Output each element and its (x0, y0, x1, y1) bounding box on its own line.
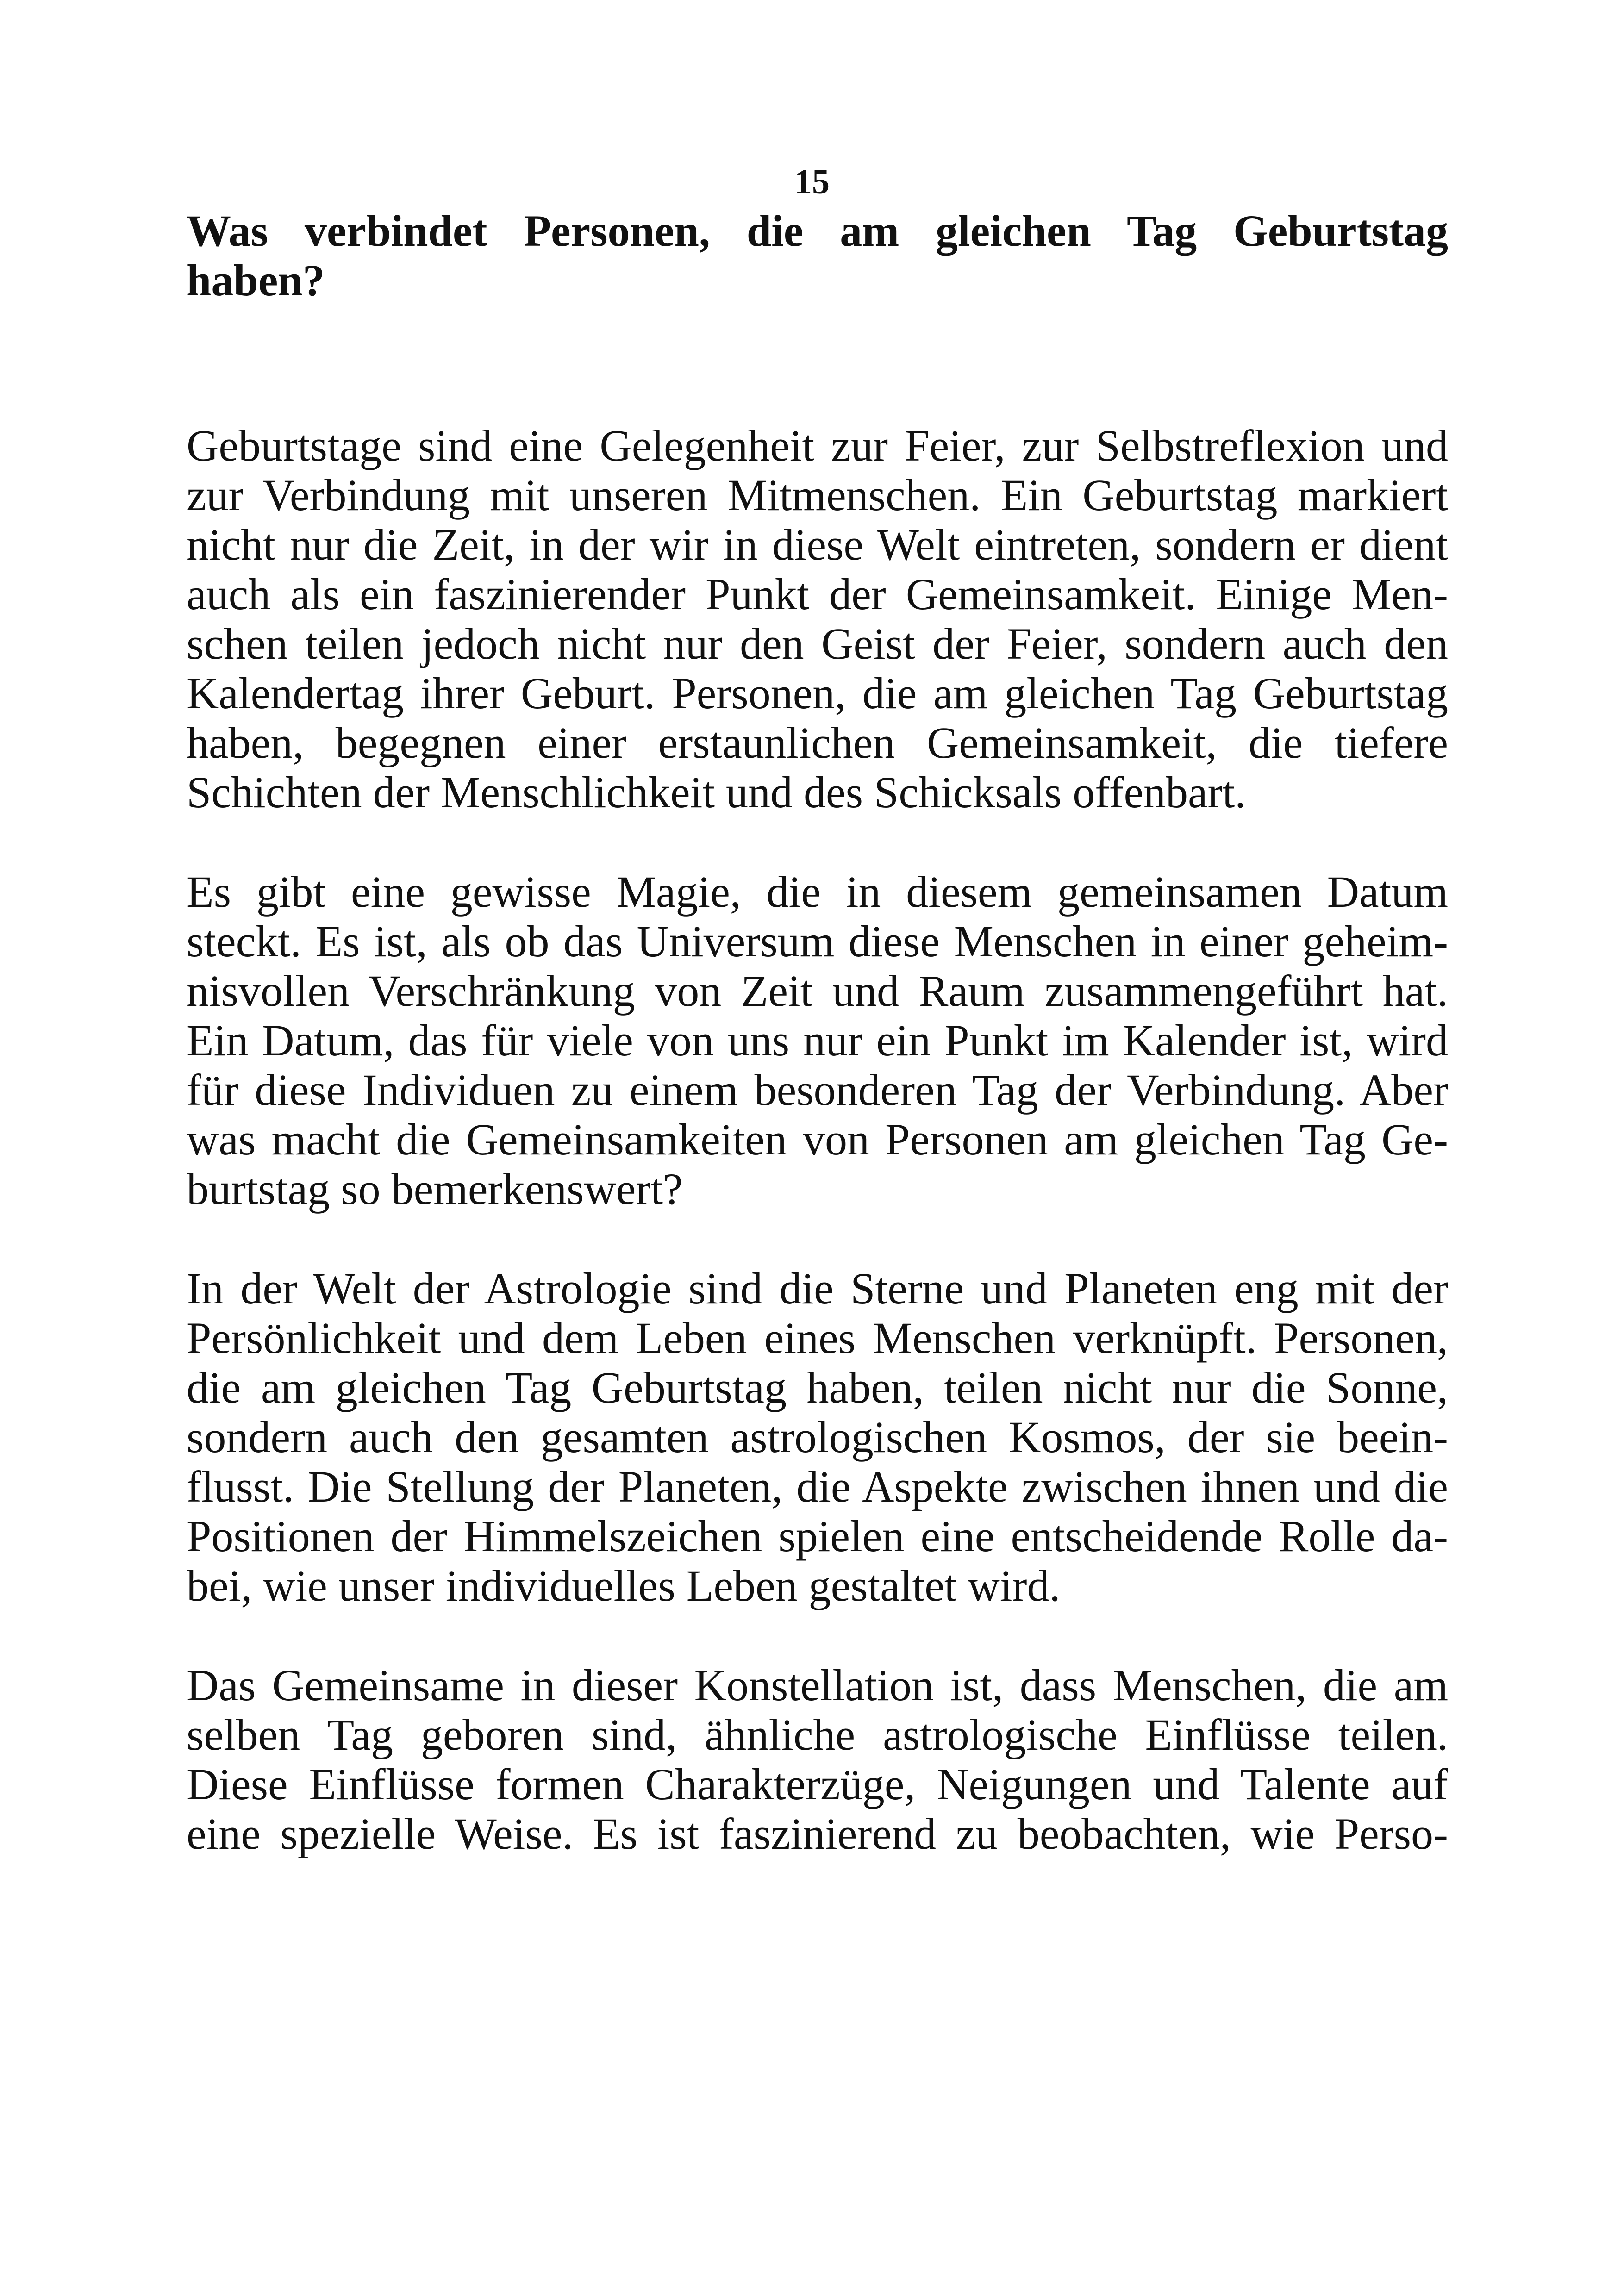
text-line: nisvollen Verschränkung von Zeit und Raum zusammengeführt hat. (187, 966, 1448, 1016)
text-line: Kalendertag ihrer Geburt. Personen, die am gleichen Tag Geburtstag (187, 668, 1448, 718)
text-line: schen teilen jedoch nicht nur den Geist der Feier, sondern auch den (187, 619, 1448, 668)
text-line: flusst. Die Stellung der Planeten, die Aspekte zwischen ihnen und die (187, 1462, 1448, 1511)
paragraph (187, 867, 1448, 1214)
text-line: Persönlichkeit und dem Leben eines Menschen verknüpft. Personen, (187, 1313, 1448, 1363)
text-line: sondern auch den gesamten astrologischen Kosmos, der sie beein- (187, 1412, 1448, 1462)
text-line: steckt. Es ist, als ob das Universum diese Menschen in einer geheim- (187, 917, 1448, 966)
paragraph (187, 1660, 1448, 1858)
page-number: 15 (794, 162, 830, 201)
text-line: auch als ein faszinierender Punkt der Gemeinsamkeit. Einige Men- (187, 569, 1448, 619)
text-line: nicht nur die Zeit, in der wir in diese Welt eintreten, sondern er dient (187, 520, 1448, 569)
text-line: burtstag so bemerkenswert? (187, 1164, 683, 1214)
text-line: Das Gemeinsame in dieser Konstellation ist, dass Menschen, die am (187, 1660, 1448, 1710)
text-line: Es gibt eine gewisse Magie, die in diesem gemeinsamen Datum (187, 867, 1448, 917)
text-line: Ein Datum, das für viele von uns nur ein Punkt im Kalender ist, wird (187, 1016, 1448, 1065)
title-line: haben? (187, 256, 325, 305)
text-line: In der Welt der Astrologie sind die Sterne und Planeten eng mit der (187, 1264, 1448, 1313)
text-line: die am gleichen Tag Geburtstag haben, teilen nicht nur die Sonne, (187, 1363, 1448, 1412)
paragraph (187, 421, 1448, 817)
title-line: Was verbindet Personen, die am gleichen Tag Geburtstag (187, 206, 1448, 256)
text-line: eine spezielle Weise. Es ist faszinierend zu beobachten, wie Perso- (187, 1809, 1448, 1858)
text-line: haben, begegnen einer erstaunlichen Gemeinsamkeit, die tiefere (187, 718, 1448, 767)
text-line: Positionen der Himmelszeichen spielen eine entscheidende Rolle da- (187, 1511, 1448, 1561)
text-line: zur Verbindung mit unseren Mitmenschen. Ein Geburtstag markiert (187, 470, 1448, 520)
text-line: Geburtstage sind eine Gelegenheit zur Feier, zur Selbstreflexion und (187, 421, 1448, 470)
text-line: selben Tag geboren sind, ähnliche astrologische Einflüsse teilen. (187, 1710, 1448, 1759)
text-line: für diese Individuen zu einem besonderen Tag der Verbindung. Aber (187, 1065, 1448, 1115)
text-line: was macht die Gemeinsamkeiten von Personen am gleichen Tag Ge- (187, 1115, 1448, 1164)
chapter-title (187, 206, 1448, 305)
text-line: Diese Einflüsse formen Charakterzüge, Neigungen und Talente auf (187, 1759, 1448, 1809)
text-line: bei, wie unser individuelles Leben gestaltet wird. (187, 1561, 1061, 1610)
text-line: Schichten der Menschlichkeit und des Schicksals offenbart. (187, 767, 1246, 817)
paragraph (187, 1264, 1448, 1610)
page-content (187, 206, 1448, 1858)
